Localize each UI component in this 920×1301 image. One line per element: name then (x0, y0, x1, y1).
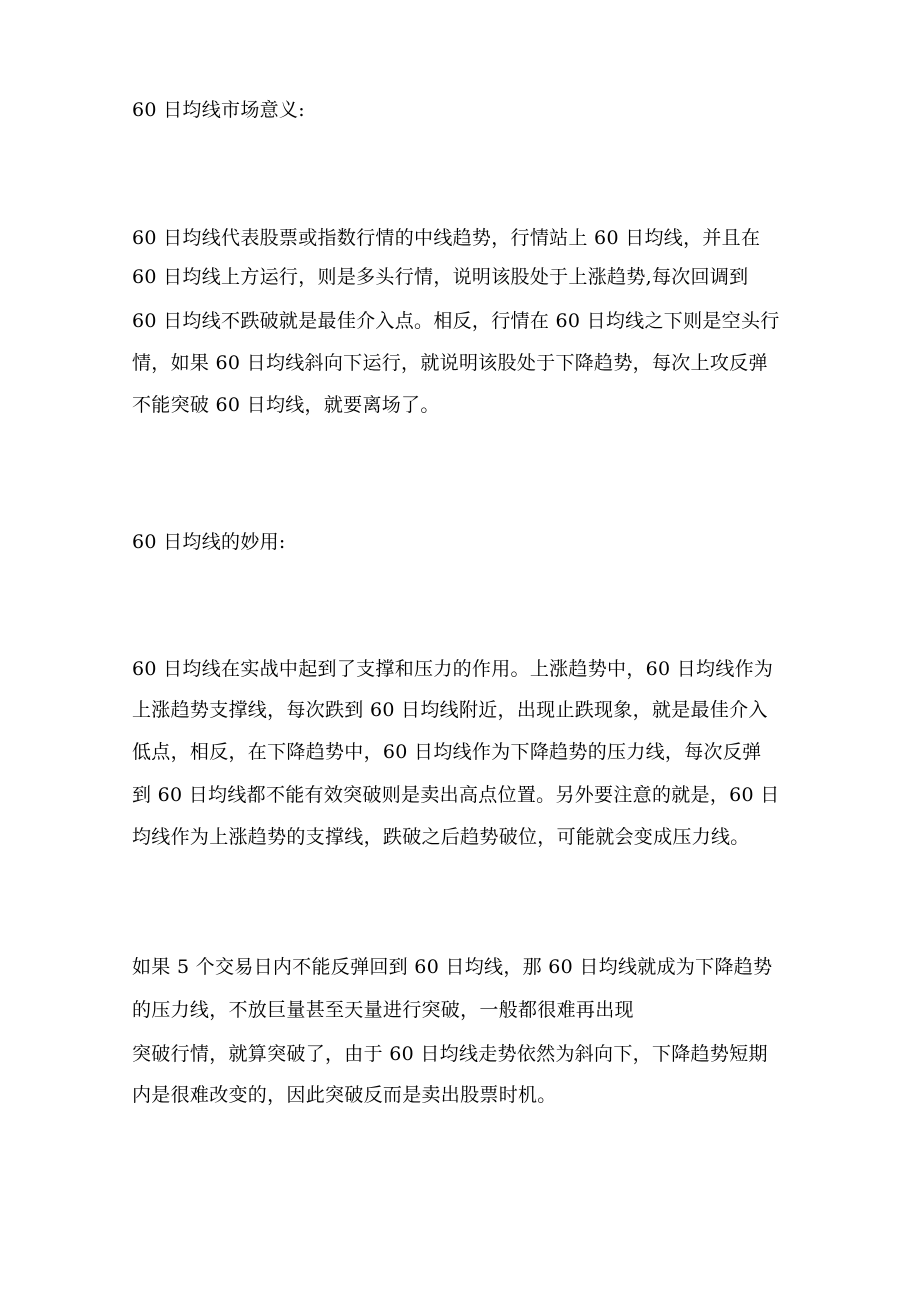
paragraph-line: 60 日均线不跌破就是最佳介入点。相反，行情在 60 日均线之下则是空头行 (132, 310, 780, 332)
paragraph-line: 突破行情，就算突破了，由于 60 日均线走势依然为斜向下，下降趋势短期 (132, 1043, 768, 1065)
paragraph-line: 情，如果 60 日均线斜向下运行，就说明该股处于下降趋势，每次上攻反弹 (132, 352, 768, 374)
paragraph-line: 如果 5 个交易日内不能反弹回到 60 日均线，那 60 日均线就成为下降趋势 (132, 956, 773, 978)
paragraph-line: 内是很难改变的，因此突破反而是卖出股票时机。 (132, 1084, 557, 1106)
paragraph-line: 60 日均线代表股票或指数行情的中线趋势，行情站上 60 日均线，并且在 (132, 227, 761, 249)
paragraph-line: 到 60 日均线都不能有效突破则是卖出高点位置。另外要注意的就是，60 日 (132, 784, 780, 806)
section-heading-usage: 60 日均线的妙用: (132, 531, 286, 553)
paragraph-line: 低点，相反，在下降趋势中，60 日均线作为下降趋势的压力线，每次反弹 (132, 741, 762, 763)
paragraph-line: 60 日均线上方运行，则是多头行情，说明该股处于上涨趋势,每次回调到 (132, 266, 749, 288)
paragraph-line: 均线作为上涨趋势的支撑线，跌破之后趋势破位，可能就会变成压力线。 (132, 826, 750, 848)
paragraph-line: 60 日均线在实战中起到了支撑和压力的作用。上涨趋势中，60 日均线作为 (132, 658, 774, 680)
paragraph-line: 不能突破 60 日均线，就要离场了。 (132, 394, 440, 416)
paragraph-line: 的压力线，不放巨量甚至天量进行突破，一般都很难再出现 (132, 999, 634, 1021)
paragraph-line: 上涨趋势支撑线，每次跌到 60 日均线附近，出现止跌现象，就是最佳介入 (132, 699, 768, 721)
section-heading-market-meaning: 60 日均线市场意义: (132, 99, 305, 121)
